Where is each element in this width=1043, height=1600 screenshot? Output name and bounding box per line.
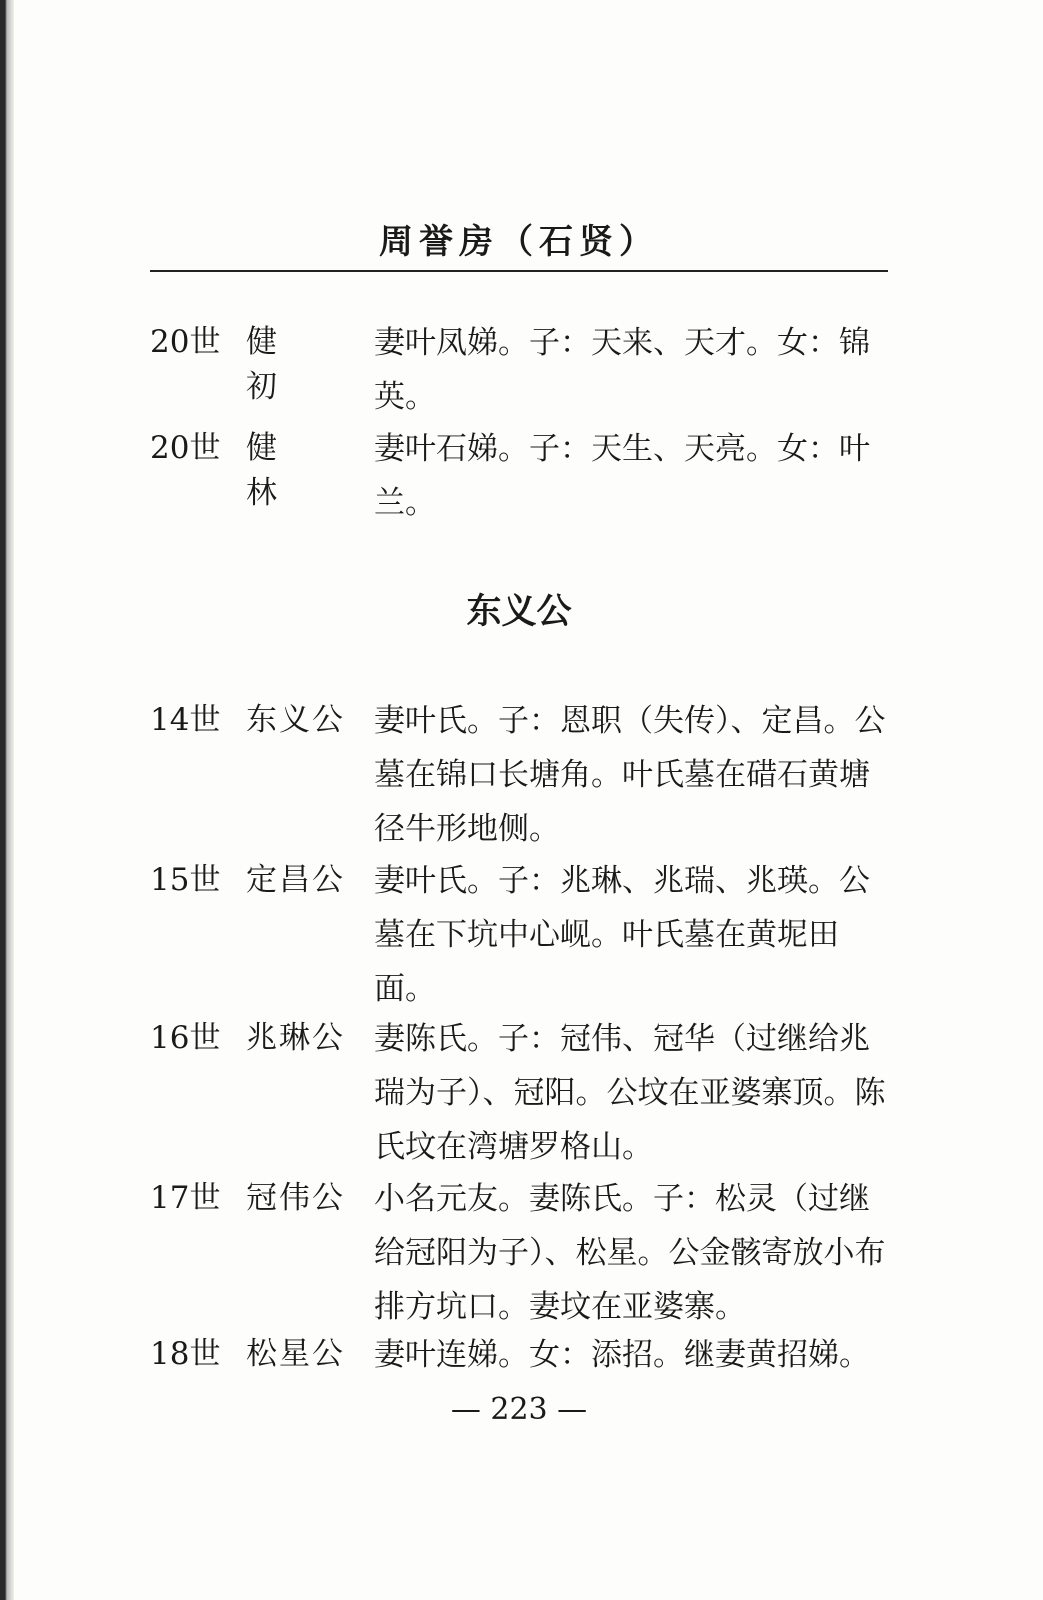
entry-description: 妻叶凤娣。子：天来、天才。女：锦英。 <box>374 325 870 415</box>
entry-description: 妻叶石娣。子：天生、天亮。女：叶兰。 <box>374 431 870 521</box>
page-binding-edge <box>0 0 14 1600</box>
generation-label: 18世 <box>150 1336 221 1372</box>
page-number: — 223 — <box>450 1392 588 1427</box>
person-name: 定昌公 <box>246 862 345 898</box>
person-name: 兆琳公 <box>246 1020 345 1056</box>
generation-label: 17世 <box>150 1180 221 1216</box>
entry-description: 小名元友。妻陈氏。子：松灵（过继给冠阳为子）、松星。公金骸寄放小布排方坑口。妻坟在亚婆寨。 <box>374 1181 886 1325</box>
section-title: 东义公 <box>466 592 572 632</box>
person-name: 健林 <box>246 430 307 511</box>
person-name: 东义公 <box>246 702 345 738</box>
generation-label: 14世 <box>150 702 221 738</box>
generation-label: 20世 <box>150 430 221 466</box>
generation-label: 15世 <box>150 862 221 898</box>
entry-description: 妻叶连娣。女：添招。继妻黄招娣。 <box>374 1337 870 1373</box>
entry-description: 妻陈氏。子：冠伟、冠华（过继给兆瑞为子）、冠阳。公坟在亚婆寨顶。陈氏坟在湾塘罗格山。 <box>374 1021 886 1165</box>
generation-label: 16世 <box>150 1020 221 1056</box>
running-head: 周誉房（石贤） <box>379 222 659 262</box>
entry-description: 妻叶氏。子：兆琳、兆瑞、兆瑛。公墓在下坑中心岘。叶氏墓在黄坭田面。 <box>374 863 870 1007</box>
generation-label: 20世 <box>150 324 221 360</box>
header-rule <box>150 270 888 272</box>
person-name: 松星公 <box>246 1336 345 1372</box>
entry-description: 妻叶氏。子：恩职（失传）、定昌。公墓在锦口长塘角。叶氏墓在碏石黄塘径牛形地侧。 <box>374 703 886 847</box>
person-name: 健初 <box>246 324 307 405</box>
person-name: 冠伟公 <box>246 1180 345 1216</box>
